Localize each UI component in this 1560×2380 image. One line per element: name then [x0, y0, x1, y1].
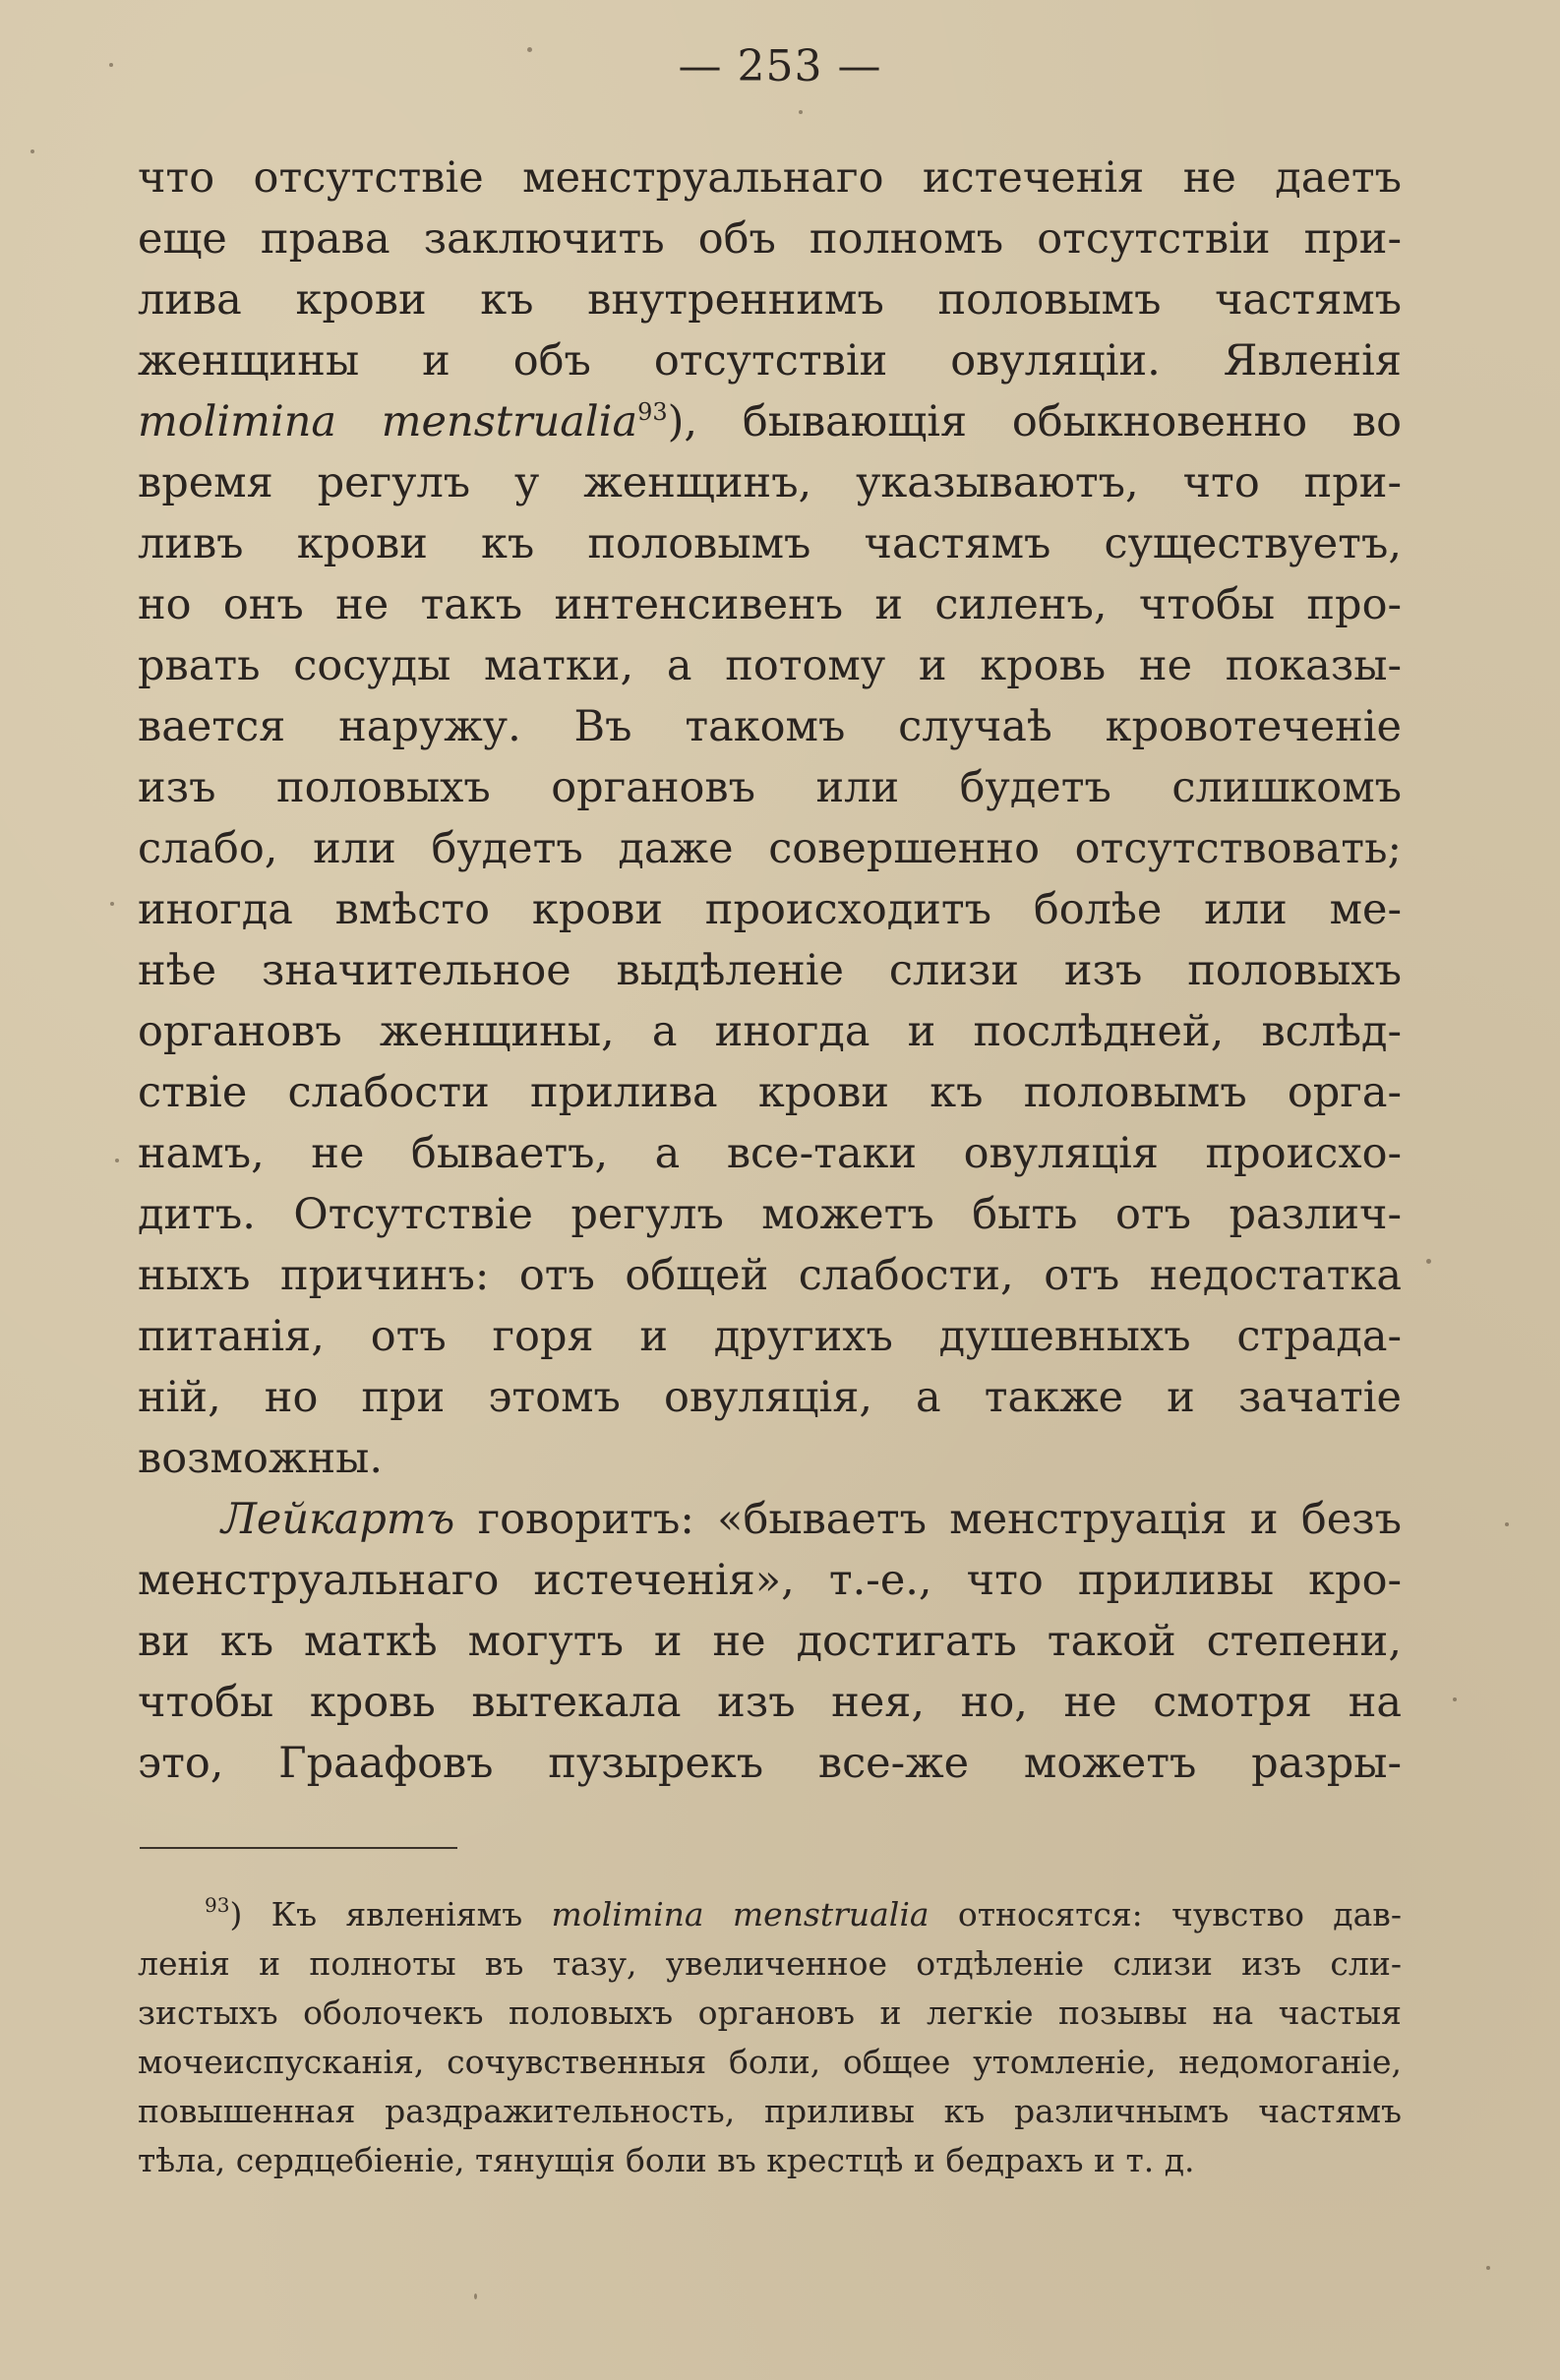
text-line: менструальнаго истеченія», т.-е., что приливы кро- [138, 1556, 1402, 1605]
text-line: ныхъ причинъ: отъ общей слабости, отъ недостатка [138, 1251, 1402, 1300]
paper-speck [115, 1159, 119, 1162]
footnote-reference: 93 [637, 398, 668, 426]
text-line: женщины и объ отсутствіи овуляціи. Явленія [138, 336, 1402, 386]
footnote-line: ленія и полноты въ тазу, увеличенное отдѣленіе слизи изъ сли- [138, 1944, 1402, 1983]
paper-speck [109, 63, 113, 67]
text-line: еще права заключить объ полномъ отсутствіи при- [138, 214, 1402, 264]
text-fragment: ), бывающія обыкновенно во [667, 397, 1402, 446]
text-line: вается наружу. Въ такомъ случаѣ кровотеченіе [138, 702, 1402, 751]
text-line: нѣе значительное выдѣленіе слизи изъ половыхъ [138, 946, 1402, 995]
text-line: питанія, отъ горя и другихъ душевныхъ страда- [138, 1312, 1402, 1361]
text-line: рвать сосуды матки, а потому и кровь не показы- [138, 641, 1402, 690]
text-line: изъ половыхъ органовъ или будетъ слишкомъ [138, 763, 1402, 812]
text-line: но онъ не такъ интенсивенъ и силенъ, чтобы про- [138, 580, 1402, 629]
text-line: лива крови къ внутреннимъ половымъ частямъ [138, 275, 1402, 325]
text-line-with-footnote-ref [138, 391, 1402, 452]
paper-speck [30, 149, 34, 153]
paper-speck [110, 902, 114, 906]
page-number: — 253 — [678, 41, 882, 91]
text-line: что отсутствіе менструальнаго истеченія не даетъ [138, 153, 1402, 203]
text-line: дитъ. Отсутствіе регулъ можетъ быть отъ различ- [138, 1190, 1402, 1239]
text-line: органовъ женщины, а иногда и послѣдней, вслѣд- [138, 1007, 1402, 1056]
paper-speck [1486, 2266, 1490, 2270]
latin-term: molimina menstrualia [551, 1895, 930, 1934]
footnote-first-line [138, 1890, 1402, 1939]
text-line: время регулъ у женщинъ, указываютъ, что при- [138, 458, 1402, 507]
text-line: ствіе слабости прилива крови къ половымъ орга- [138, 1068, 1402, 1117]
text-line: ви къ маткѣ могутъ и не достигать такой степени, [138, 1617, 1402, 1666]
paper-speck [527, 47, 532, 52]
paper-speck [474, 2293, 477, 2299]
main-text [138, 148, 1402, 1794]
text-fragment: ) Къ явленіямъ [229, 1895, 552, 1934]
footnote-line: повышенная раздражительность, приливы къ различнымъ частямъ [138, 2092, 1402, 2130]
footnote-line: тѣла, сердцебіеніе, тянущія боли въ крестцѣ и бедрахъ и т. д. [138, 2141, 1195, 2179]
text-line: чтобы кровь вытекала изъ нея, но, не смотря на [138, 1678, 1402, 1727]
text-line: ливъ крови къ половымъ частямъ существуетъ, [138, 519, 1402, 568]
paper-speck [1453, 1697, 1457, 1701]
footnote-mark: 93 [205, 1893, 230, 1917]
author-name: Лейкартъ [221, 1495, 455, 1544]
text-line: ній, но при этомъ овуляція, а также и зачатіе [138, 1373, 1402, 1422]
text-line: намъ, не бываетъ, а все-таки овуляція происхо- [138, 1129, 1402, 1178]
footnote-separator [140, 1847, 457, 1849]
text-fragment: относятся: чувство дав- [929, 1895, 1402, 1934]
text-line: слабо, или будетъ даже совершенно отсутствовать; [138, 824, 1402, 873]
footnote-line: мочеиспусканія, сочувственныя боли, общее утомленіе, недомоганіе, [138, 2043, 1402, 2081]
paragraph-start-line [138, 1489, 1402, 1550]
paper-speck [1426, 1259, 1431, 1264]
footnote [138, 1890, 1402, 2185]
footnote-line: зистыхъ оболочекъ половыхъ органовъ и легкіе позывы на частыя [138, 1993, 1402, 2032]
text-fragment: говоритъ: «бываетъ менструація и безъ [454, 1495, 1402, 1544]
paper-speck [799, 110, 803, 114]
text-line: иногда вмѣсто крови происходитъ болѣе или ме- [138, 885, 1402, 934]
paragraph-end-line: возможны. [138, 1434, 383, 1483]
paper-speck [1505, 1522, 1509, 1526]
latin-term: molimina menstrualia [138, 397, 638, 446]
text-line: это, Граафовъ пузырекъ все-же можетъ разры- [138, 1739, 1402, 1788]
